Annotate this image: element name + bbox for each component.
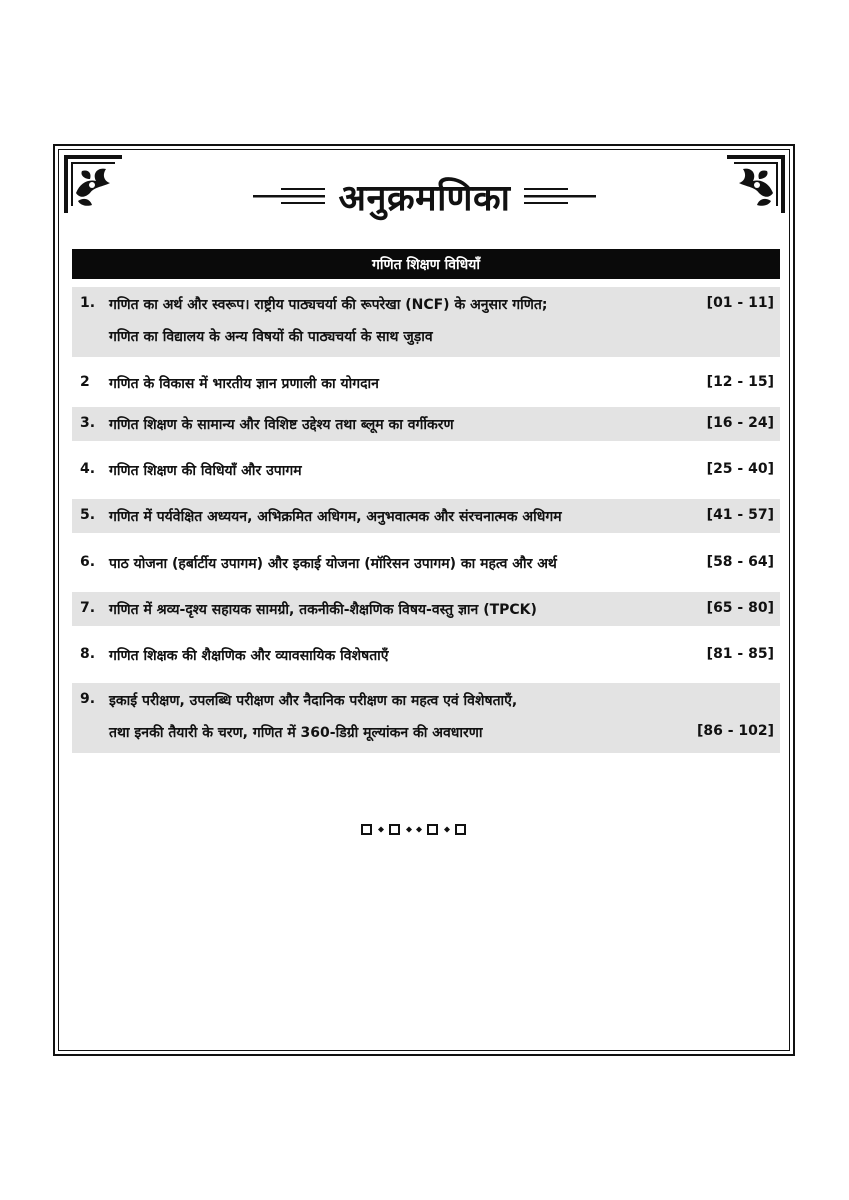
toc-entry-pages: [65 - 80] <box>706 600 774 616</box>
toc-entry-pages: [12 - 15] <box>706 374 774 390</box>
toc-entry-number: 5. <box>80 507 96 523</box>
toc-entry[interactable] <box>72 592 780 626</box>
toc-entry-pages: [81 - 85] <box>706 646 774 662</box>
toc-entry[interactable] <box>72 637 780 673</box>
toc-entry-title: गणित का अर्थ और स्वरूप। राष्ट्रीय पाठ्यचर्या की रूपरेखा (NCF) के अनुसार गणित; <box>109 297 548 313</box>
end-ornament-icon <box>360 822 490 838</box>
toc-entry-number: 6. <box>80 554 96 570</box>
toc-entry-number: 9. <box>80 691 96 707</box>
toc-entry-pages: [86 - 102] <box>696 723 774 739</box>
toc-entry-pages: [58 - 64] <box>706 554 774 570</box>
toc-entry-number: 7. <box>80 600 96 616</box>
toc-entry[interactable] <box>72 499 780 533</box>
toc-entry-title: गणित शिक्षण की विधियाँ और उपागम <box>109 463 302 479</box>
toc-entry-title: पाठ योजना (हर्बार्टीय उपागम) और इकाई योजना (मॉरिसन उपागम) का महत्व और अर्थ <box>109 556 557 572</box>
toc-entry[interactable] <box>72 683 780 753</box>
toc-entry-title: इकाई परीक्षण, उपलब्धि परीक्षण और नैदानिक परीक्षण का महत्व एवं विशेषताएँ, <box>109 693 518 709</box>
title-right-lines-icon <box>524 185 596 207</box>
toc-entry[interactable] <box>72 407 780 441</box>
toc-entry-title: गणित के विकास में भारतीय ज्ञान प्रणाली का योगदान <box>109 376 379 392</box>
toc-entry[interactable] <box>72 452 780 488</box>
toc-entry-number: 2 <box>80 374 90 390</box>
page-title: अनुक्रमणिका <box>338 177 511 219</box>
toc-entry-number: 8. <box>80 646 96 662</box>
toc-entry-title: गणित में पर्यवेक्षित अध्ययन, अभिक्रमित अधिगम, अनुभवात्मक और संरचनात्मक अधिगम <box>109 509 562 525</box>
toc-entry-pages: [25 - 40] <box>706 461 774 477</box>
toc-entry-pages: [16 - 24] <box>706 415 774 431</box>
toc-entry-number: 4. <box>80 461 96 477</box>
toc-entry-title: गणित में श्रव्य-दृश्य सहायक सामग्री, तकनीकी-शैक्षणिक विषय-वस्तु ज्ञान (TPCK) <box>109 602 537 618</box>
toc-entry-title: गणित शिक्षण के सामान्य और विशिष्ट उद्देश्य तथा ब्लूम का वर्गीकरण <box>109 417 454 433</box>
toc-entry-pages: [41 - 57] <box>706 507 774 523</box>
toc-entry[interactable] <box>72 545 780 581</box>
toc-entry-title: गणित का विद्यालय के अन्य विषयों की पाठ्यचर्या के साथ जुड़ाव <box>109 329 433 345</box>
corner-ornament-icon <box>725 153 787 215</box>
toc-entry[interactable] <box>72 365 780 401</box>
section-title: गणित शिक्षण विधियाँ <box>371 256 481 273</box>
toc-entry-title: गणित शिक्षक की शैक्षणिक और व्यावसायिक विशेषताएँ <box>109 648 389 664</box>
title-left-lines-icon <box>253 185 325 207</box>
toc-entry[interactable] <box>72 287 780 357</box>
toc-entry-number: 1. <box>80 295 96 311</box>
title-block <box>200 168 649 224</box>
toc-entry-title: तथा इनकी तैयारी के चरण, गणित में 360-डिग्री मूल्यांकन की अवधारणा <box>109 725 483 741</box>
toc-entry-pages: [01 - 11] <box>706 295 774 311</box>
section-header <box>72 249 780 279</box>
corner-ornament-icon <box>62 153 124 215</box>
toc-entry-number: 3. <box>80 415 96 431</box>
